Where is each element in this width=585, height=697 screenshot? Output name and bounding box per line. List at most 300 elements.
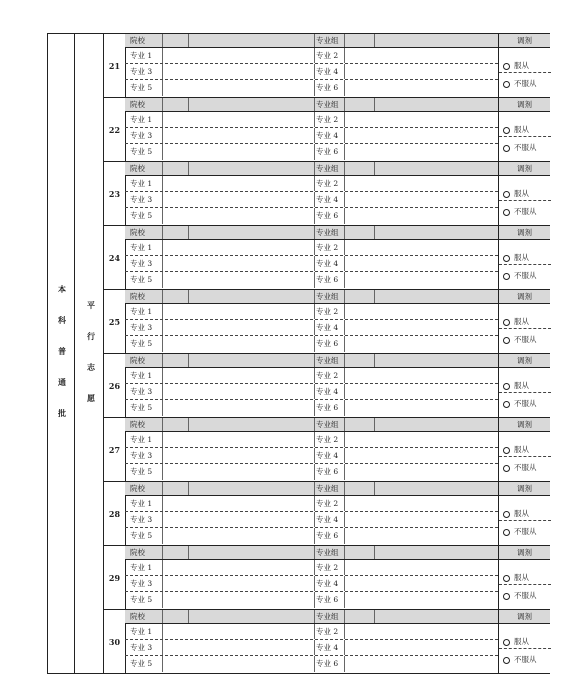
cell-divider [162, 546, 163, 559]
major-label-right: 专业 4 [316, 195, 339, 204]
cell-divider [344, 290, 345, 303]
major-row [125, 304, 498, 320]
major-label-left: 专业 3 [130, 643, 153, 652]
obey-label: 服从 [514, 445, 529, 454]
adjust-header: 调剂 [517, 228, 532, 237]
major-row [125, 624, 498, 640]
radio-circle-icon[interactable] [503, 657, 510, 664]
group-header-row [125, 290, 550, 304]
major-row [125, 464, 498, 480]
cell-divider [162, 418, 163, 431]
not-obey-option[interactable] [503, 334, 537, 345]
cell-divider [162, 368, 163, 383]
cell-divider [314, 34, 315, 47]
cell-divider [344, 640, 345, 655]
cell-divider [344, 304, 345, 319]
group-number: 27 [104, 418, 126, 481]
major-label-right: 专业 4 [316, 259, 339, 268]
cell-divider [344, 354, 345, 367]
cell-divider [162, 256, 163, 271]
adjust-cell [498, 240, 551, 289]
major-label-right: 专业 6 [316, 147, 339, 156]
volunteer-group [104, 418, 550, 482]
cell-divider [498, 546, 499, 559]
batch-label [52, 34, 72, 673]
major-label-right: 专业 2 [316, 499, 339, 508]
major-label-left: 专业 3 [130, 195, 153, 204]
radio-circle-icon[interactable] [503, 511, 510, 518]
radio-circle-icon[interactable] [503, 81, 510, 88]
major-label-left: 专业 3 [130, 579, 153, 588]
cell-divider [344, 192, 345, 207]
adjust-cell [498, 368, 551, 417]
radio-circle-icon[interactable] [503, 383, 510, 390]
adjust-header: 调剂 [517, 36, 532, 45]
cell-divider [314, 640, 315, 655]
radio-circle-icon[interactable] [503, 273, 510, 280]
group-header-row [125, 610, 550, 624]
cell-divider [344, 80, 345, 96]
cell-divider [162, 98, 163, 111]
cell-divider [314, 368, 315, 383]
adjust-header: 调剂 [517, 484, 532, 493]
cell-divider [188, 162, 189, 175]
radio-circle-icon[interactable] [503, 529, 510, 536]
obey-option[interactable] [503, 124, 529, 135]
cell-divider [344, 128, 345, 143]
cell-divider [344, 64, 345, 79]
radio-circle-icon[interactable] [503, 639, 510, 646]
obey-label: 服从 [514, 509, 529, 518]
adjust-cell [498, 176, 551, 225]
cell-divider [162, 112, 163, 127]
volunteer-type-label [81, 34, 101, 673]
radio-circle-icon[interactable] [503, 465, 510, 472]
major-label-right: 专业 6 [316, 595, 339, 604]
adjust-cell [498, 112, 551, 161]
group-number: 25 [104, 290, 126, 353]
cell-divider [314, 144, 315, 160]
cell-divider [162, 336, 163, 352]
major-group-header: 专业组 [316, 484, 339, 493]
major-row [125, 400, 498, 416]
major-label-right: 专业 6 [316, 467, 339, 476]
cell-divider [314, 112, 315, 127]
batch-label-char: 科 [58, 315, 66, 325]
obey-label: 服从 [514, 381, 529, 390]
major-group-header: 专业组 [316, 612, 339, 621]
major-row [125, 448, 498, 464]
cell-divider [162, 304, 163, 319]
major-row [125, 256, 498, 272]
volunteer-group [104, 162, 550, 226]
major-row [125, 592, 498, 608]
adjust-header: 调剂 [517, 292, 532, 301]
not-obey-option[interactable] [503, 78, 537, 89]
radio-circle-icon[interactable] [503, 593, 510, 600]
radio-circle-icon[interactable] [503, 127, 510, 134]
major-row [125, 208, 498, 224]
cell-divider [314, 240, 315, 255]
cell-divider [344, 208, 345, 224]
adjust-header: 调剂 [517, 100, 532, 109]
major-label-left: 专业 1 [130, 51, 153, 60]
cell-divider [314, 354, 315, 367]
major-label-left: 专业 1 [130, 115, 153, 124]
cell-divider [498, 418, 499, 431]
cell-divider [162, 400, 163, 416]
cell-divider [344, 176, 345, 191]
cell-divider [314, 272, 315, 288]
cell-divider [344, 496, 345, 511]
cell-divider [498, 162, 499, 175]
obey-option[interactable] [503, 380, 529, 391]
batch-label-char: 本 [58, 284, 66, 294]
major-label-right: 专业 6 [316, 339, 339, 348]
cell-divider [162, 496, 163, 511]
cell-divider [374, 482, 375, 495]
adjust-divider [499, 264, 551, 265]
cell-divider [344, 560, 345, 575]
major-row [125, 64, 498, 80]
major-row [125, 272, 498, 288]
group-header-row [125, 162, 550, 176]
cell-divider [314, 192, 315, 207]
cell-divider [314, 546, 315, 559]
adjust-header: 调剂 [517, 612, 532, 621]
major-label-left: 专业 1 [130, 243, 153, 252]
cell-divider [344, 418, 345, 431]
major-row [125, 192, 498, 208]
school-header: 院校 [130, 100, 145, 109]
major-label-left: 专业 5 [130, 211, 153, 220]
cell-divider [314, 80, 315, 96]
school-header: 院校 [130, 420, 145, 429]
cell-divider [498, 290, 499, 303]
major-label-left: 专业 1 [130, 627, 153, 636]
cell-divider [498, 34, 499, 47]
cell-divider [162, 64, 163, 79]
cell-divider [374, 162, 375, 175]
cell-divider [314, 610, 315, 623]
major-group-header: 专业组 [316, 36, 339, 45]
volunteer-group [104, 354, 550, 418]
cell-divider [162, 176, 163, 191]
cell-divider [344, 592, 345, 608]
cell-divider [344, 256, 345, 271]
group-number: 24 [104, 226, 126, 289]
obey-option[interactable] [503, 60, 529, 71]
not-obey-label: 不服从 [514, 655, 537, 664]
cell-divider [314, 418, 315, 431]
obey-label: 服从 [514, 573, 529, 582]
cell-divider [314, 400, 315, 416]
not-obey-label: 不服从 [514, 79, 537, 88]
cell-divider [162, 560, 163, 575]
adjust-cell [498, 48, 551, 97]
volunteer-group [104, 226, 550, 290]
obey-option[interactable] [503, 444, 529, 455]
adjust-divider [499, 648, 551, 649]
obey-option[interactable] [503, 508, 529, 519]
adjust-cell [498, 560, 551, 609]
not-obey-option[interactable] [503, 590, 537, 601]
major-label-right: 专业 2 [316, 51, 339, 60]
group-number: 30 [104, 610, 126, 673]
major-label-left: 专业 1 [130, 371, 153, 380]
volunteer-group [104, 98, 550, 162]
major-label-left: 专业 5 [130, 595, 153, 604]
group-header-row [125, 482, 550, 496]
major-label-left: 专业 5 [130, 659, 153, 668]
major-group-header: 专业组 [316, 548, 339, 557]
major-group-header: 专业组 [316, 356, 339, 365]
cell-divider [344, 144, 345, 160]
radio-circle-icon[interactable] [503, 145, 510, 152]
adjust-divider [499, 392, 551, 393]
adjust-header: 调剂 [517, 164, 532, 173]
cell-divider [314, 162, 315, 175]
cell-divider [162, 162, 163, 175]
major-label-left: 专业 3 [130, 323, 153, 332]
not-obey-option[interactable] [503, 462, 537, 473]
cell-divider [162, 144, 163, 160]
cell-divider [162, 464, 163, 480]
major-label-right: 专业 4 [316, 451, 339, 460]
group-header-row [125, 546, 550, 560]
cell-divider [344, 624, 345, 639]
cell-divider [162, 240, 163, 255]
major-group-header: 专业组 [316, 100, 339, 109]
adjust-divider [499, 584, 551, 585]
not-obey-label: 不服从 [514, 591, 537, 600]
cell-divider [498, 226, 499, 239]
obey-option[interactable] [503, 188, 529, 199]
cell-divider [314, 464, 315, 480]
cell-divider [344, 448, 345, 463]
batch-label-char: 批 [58, 408, 66, 418]
not-obey-label: 不服从 [514, 335, 537, 344]
cell-divider [314, 432, 315, 447]
radio-circle-icon[interactable] [503, 209, 510, 216]
cell-divider [374, 354, 375, 367]
major-label-right: 专业 2 [316, 627, 339, 636]
cell-divider [314, 208, 315, 224]
major-row [125, 528, 498, 544]
adjust-header: 调剂 [517, 420, 532, 429]
obey-label: 服从 [514, 189, 529, 198]
cell-divider [344, 384, 345, 399]
major-row [125, 576, 498, 592]
obey-option[interactable] [503, 252, 529, 263]
major-label-right: 专业 4 [316, 67, 339, 76]
cell-divider [344, 336, 345, 352]
cell-divider [314, 304, 315, 319]
cell-divider [162, 320, 163, 335]
major-group-header: 专业组 [316, 292, 339, 301]
major-row [125, 384, 498, 400]
major-label-left: 专业 3 [130, 515, 153, 524]
cell-divider [314, 384, 315, 399]
major-row [125, 336, 498, 352]
cell-divider [344, 546, 345, 559]
application-form [47, 33, 550, 674]
cell-divider [314, 320, 315, 335]
volunteer-group [104, 34, 550, 98]
major-label-left: 专业 1 [130, 499, 153, 508]
major-label-right: 专业 4 [316, 131, 339, 140]
cell-divider [162, 48, 163, 63]
school-header: 院校 [130, 36, 145, 45]
cell-divider [374, 290, 375, 303]
volunteer-label-char: 行 [87, 331, 95, 341]
cell-divider [374, 34, 375, 47]
major-label-right: 专业 4 [316, 643, 339, 652]
volunteer-group [104, 546, 550, 610]
not-obey-label: 不服从 [514, 271, 537, 280]
radio-circle-icon[interactable] [503, 447, 510, 454]
volunteer-group [104, 290, 550, 354]
obey-label: 服从 [514, 253, 529, 262]
cell-divider [344, 464, 345, 480]
cell-divider [314, 560, 315, 575]
major-label-right: 专业 2 [316, 243, 339, 252]
major-group-header: 专业组 [316, 228, 339, 237]
cell-divider [344, 528, 345, 544]
cell-divider [374, 226, 375, 239]
group-number: 21 [104, 34, 126, 97]
cell-divider [188, 482, 189, 495]
volunteer-label-char: 志 [87, 362, 95, 372]
group-number: 26 [104, 354, 126, 417]
cell-divider [314, 656, 315, 672]
volunteer-group [104, 610, 550, 673]
volunteer-group [104, 482, 550, 546]
major-label-left: 专业 5 [130, 83, 153, 92]
major-label-right: 专业 4 [316, 579, 339, 588]
not-obey-option[interactable] [503, 398, 537, 409]
volunteer-label-char: 平 [87, 300, 95, 310]
cell-divider [344, 656, 345, 672]
major-label-right: 专业 2 [316, 563, 339, 572]
not-obey-option[interactable] [503, 142, 537, 153]
not-obey-label: 不服从 [514, 399, 537, 408]
adjust-divider [499, 328, 551, 329]
cell-divider [374, 418, 375, 431]
adjust-cell [498, 496, 551, 545]
cell-divider [162, 482, 163, 495]
cell-divider [162, 80, 163, 96]
cell-divider [162, 576, 163, 591]
major-row [125, 80, 498, 96]
cell-divider [162, 384, 163, 399]
major-label-left: 专业 1 [130, 435, 153, 444]
cell-divider [314, 528, 315, 544]
cell-divider [188, 98, 189, 111]
obey-option[interactable] [503, 636, 529, 647]
batch-label-char: 通 [58, 377, 66, 387]
cell-divider [498, 482, 499, 495]
obey-label: 服从 [514, 317, 529, 326]
cell-divider [188, 226, 189, 239]
radio-circle-icon[interactable] [503, 63, 510, 70]
obey-option[interactable] [503, 572, 529, 583]
radio-circle-icon[interactable] [503, 401, 510, 408]
obey-option[interactable] [503, 316, 529, 327]
not-obey-option[interactable] [503, 526, 537, 537]
school-header: 院校 [130, 228, 145, 237]
major-row [125, 240, 498, 256]
cell-divider [344, 98, 345, 111]
major-label-right: 专业 2 [316, 435, 339, 444]
major-label-left: 专业 5 [130, 403, 153, 412]
radio-circle-icon[interactable] [503, 191, 510, 198]
cell-divider [162, 272, 163, 288]
cell-divider [188, 418, 189, 431]
major-label-right: 专业 4 [316, 387, 339, 396]
major-row [125, 640, 498, 656]
column-divider [74, 34, 75, 673]
cell-divider [314, 176, 315, 191]
radio-circle-icon[interactable] [503, 319, 510, 326]
major-label-left: 专业 1 [130, 563, 153, 572]
major-label-left: 专业 3 [130, 387, 153, 396]
volunteer-label-char: 愿 [87, 393, 95, 403]
not-obey-option[interactable] [503, 270, 537, 281]
obey-label: 服从 [514, 61, 529, 70]
major-label-right: 专业 6 [316, 83, 339, 92]
cell-divider [162, 128, 163, 143]
major-row [125, 432, 498, 448]
not-obey-option[interactable] [503, 654, 537, 665]
not-obey-label: 不服从 [514, 527, 537, 536]
radio-circle-icon[interactable] [503, 255, 510, 262]
cell-divider [162, 192, 163, 207]
radio-circle-icon[interactable] [503, 575, 510, 582]
adjust-header: 调剂 [517, 548, 532, 557]
not-obey-option[interactable] [503, 206, 537, 217]
cell-divider [162, 610, 163, 623]
cell-divider [344, 512, 345, 527]
major-label-left: 专业 5 [130, 339, 153, 348]
adjust-divider [499, 72, 551, 73]
cell-divider [162, 432, 163, 447]
not-obey-label: 不服从 [514, 463, 537, 472]
cell-divider [188, 354, 189, 367]
radio-circle-icon[interactable] [503, 337, 510, 344]
cell-divider [314, 496, 315, 511]
cell-divider [162, 624, 163, 639]
cell-divider [344, 482, 345, 495]
cell-divider [314, 226, 315, 239]
major-label-right: 专业 2 [316, 307, 339, 316]
cell-divider [314, 336, 315, 352]
batch-label-char: 普 [58, 346, 66, 356]
major-row [125, 144, 498, 160]
cell-divider [344, 112, 345, 127]
cell-divider [344, 226, 345, 239]
cell-divider [314, 64, 315, 79]
cell-divider [162, 226, 163, 239]
adjust-divider [499, 456, 551, 457]
cell-divider [344, 320, 345, 335]
cell-divider [162, 528, 163, 544]
cell-divider [314, 48, 315, 63]
cell-divider [162, 656, 163, 672]
cell-divider [374, 546, 375, 559]
cell-divider [162, 34, 163, 47]
cell-divider [374, 98, 375, 111]
